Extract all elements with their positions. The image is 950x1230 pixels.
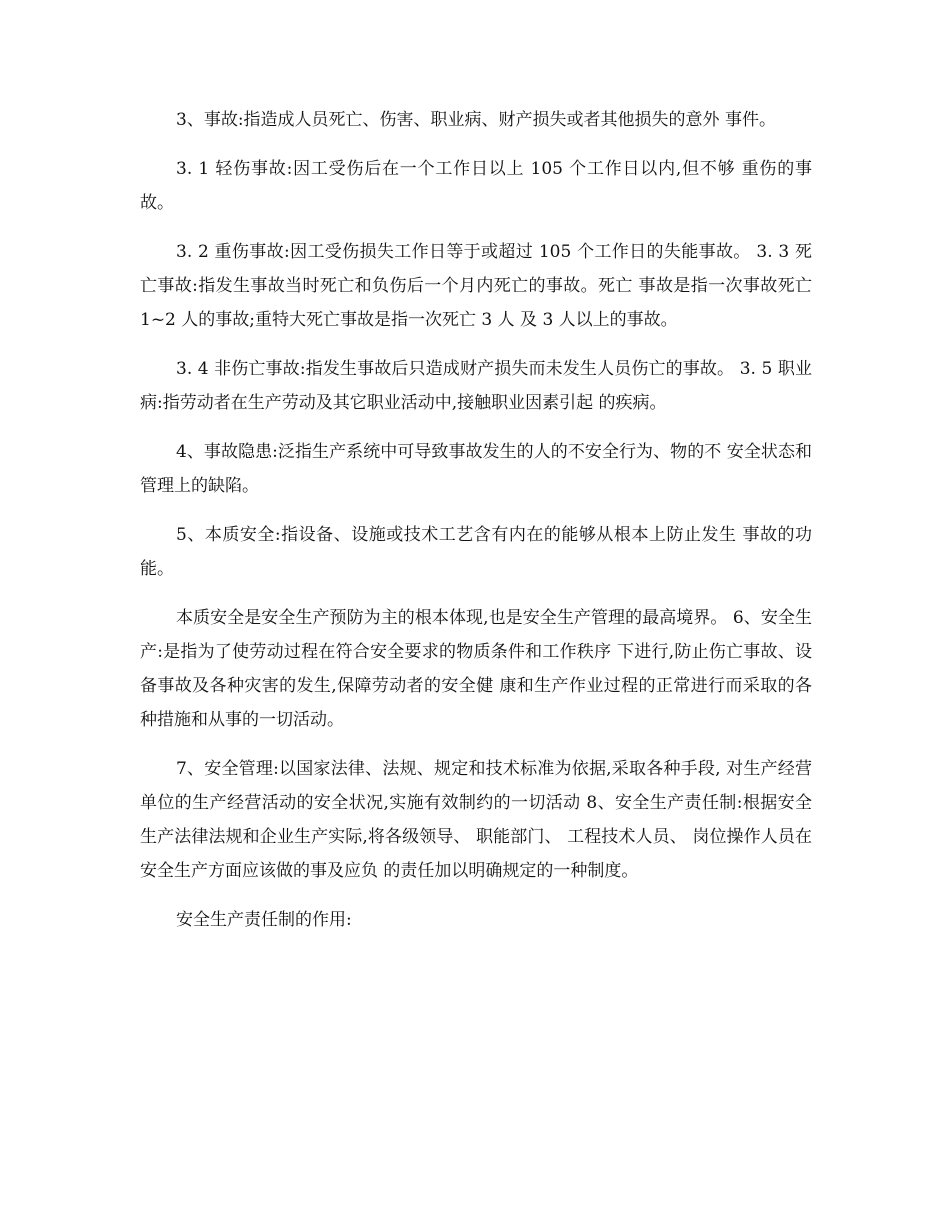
paragraph-responsibility-role: 安全生产责任制的作用:	[176, 910, 352, 930]
paragraph-serious-injury-fatal: 3. 2 重伤事故:因工受伤损失工作日等于或超过 105 个工作日的失能事故。 3. 3 死亡事故:指发生事故当时死亡和负伤后一个月内死亡的事故。死亡 事故是指一次事故死亡 1~2 人的事故;重特大死亡事故是指一次死亡 3 人 及 3 人以上的事故。	[140, 242, 812, 330]
paragraph-safety-management: 7、安全管理:以国家法律、法规、规定和技术标准为依据,采取各种手段, 对生产经营单位的生产经营活动的安全状况,实施有效制约的一切活动 8、安全生产责任制:根据安全生产法律法规和企业生产实际,将各级领导、 职能部门、 工程技术人员、 岗位操作人员在安全生产方面应该做的事及应负 的责任加以明确规定的一种制度。	[140, 759, 812, 881]
paragraph-accident-definition: 3、事故:指造成人员死亡、伤害、职业病、财产损失或者其他损失的意外 事件。	[176, 110, 776, 130]
paragraph-minor-injury: 3. 1 轻伤事故:因工受伤后在一个工作日以上 105 个工作日以内,但不够 重伤的事故。	[140, 159, 812, 213]
paragraph-hidden-danger: 4、事故隐患:泛指生产系统中可导致事故发生的人的不安全行为、物的不 安全状态和管理上的缺陷。	[140, 442, 812, 496]
document-page	[140, 103, 812, 952]
paragraph-non-casualty-occupational: 3. 4 非伤亡事故:指发生事故后只造成财产损失而未发生人员伤亡的事故。 3. 5 职业病:指劳动者在生产劳动及其它职业活动中,接触职业因素引起 的疾病。	[140, 359, 812, 413]
paragraph-intrinsic-safety: 5、本质安全:指设备、设施或技术工艺含有内在的能够从根本上防止发生 事故的功能。	[140, 525, 812, 579]
paragraph-safe-production: 本质安全是安全生产预防为主的根本体现,也是安全生产管理的最高境界。 6、安全生产:是指为了使劳动过程在符合安全要求的物质条件和工作秩序 下进行,防止伤亡事故、设备事故及各种灾害的发生,保障劳动者的安全健 康和生产作业过程的正常进行而采取的各种措施和从事的一切活动。	[140, 608, 812, 730]
